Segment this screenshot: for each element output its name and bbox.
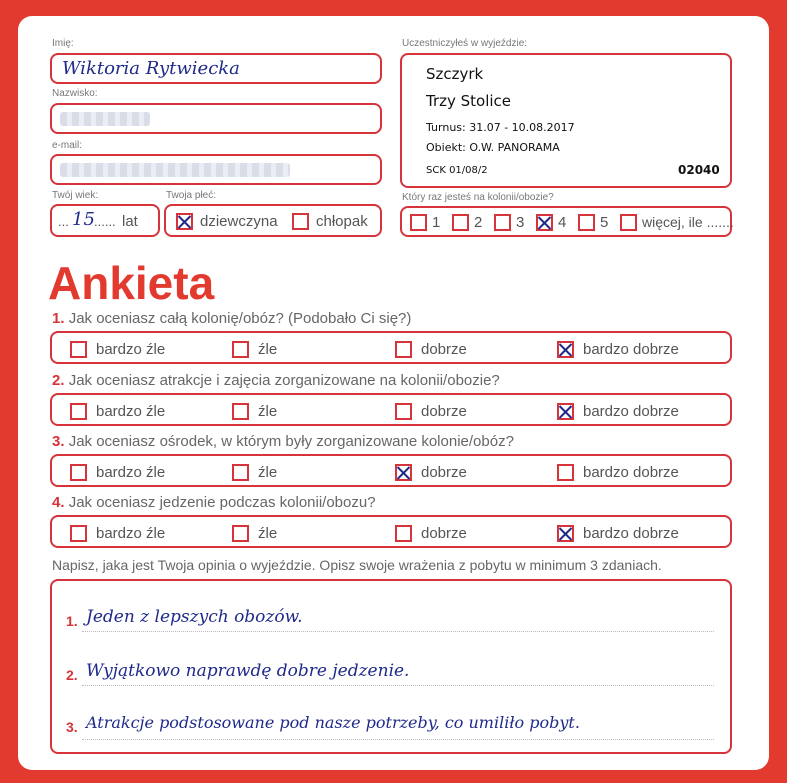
q4-option-very-bad: bardzo źle <box>96 525 166 542</box>
q3-option-very-good: bardzo dobrze <box>583 464 679 481</box>
age-unit: lat <box>122 213 138 230</box>
times-checkbox-2[interactable] <box>452 214 469 231</box>
opinion-prompt: Napisz, jaka jest Twoja opinia o wyjeździe. Opisz swoje wrażenia z pobytu w minimum 3 zdaniach. <box>52 557 662 573</box>
gender-checkbox-boy[interactable] <box>292 213 309 230</box>
q2-option-good: dobrze <box>421 403 467 420</box>
writing-line <box>82 631 714 632</box>
age-label: Twój wiek: <box>52 190 99 201</box>
q4-option-good: dobrze <box>421 525 467 542</box>
question-1: 1. Jak oceniasz całą kolonię/obóz? (Podobało Ci się?) <box>52 310 412 327</box>
stamp-number: 02040 <box>678 163 720 177</box>
q4-option-very-good: bardzo dobrze <box>583 525 679 542</box>
surname-label: Nazwisko: <box>52 88 98 99</box>
q4-checkbox-bad[interactable] <box>232 525 249 542</box>
q2-option-very-bad: bardzo źle <box>96 403 166 420</box>
opinion-box[interactable] <box>50 579 732 754</box>
times-option-5: 5 <box>600 214 609 231</box>
stamp-line2: Trzy Stolice <box>426 92 512 110</box>
writing-line <box>82 739 714 740</box>
question-4: 4. Jak oceniasz jedzenie podczas kolonii/obozu? <box>52 494 376 511</box>
q2-option-bad: źle <box>258 403 278 420</box>
answer-row-4 <box>50 515 732 548</box>
times-checkbox-5[interactable] <box>578 214 595 231</box>
q4-checkbox-good[interactable] <box>395 525 412 542</box>
redacted-email <box>60 163 290 177</box>
gender-label: Twoja płeć: <box>166 190 217 201</box>
times-checkbox-3[interactable] <box>494 214 511 231</box>
surname-field[interactable] <box>50 103 382 134</box>
times-option-1: 1 <box>432 214 441 231</box>
opinion-num-2: 2. <box>66 667 78 683</box>
opinion-text-3: Atrakcje podstosowane pod nasze potrzeby, co umiliło pobyt. <box>86 713 580 732</box>
q4-option-bad: źle <box>258 525 278 542</box>
times-checkbox-more[interactable] <box>620 214 637 231</box>
age-dots-after: ...... <box>94 214 116 229</box>
q2-checkbox-good[interactable] <box>395 403 412 420</box>
times-checkbox-4[interactable] <box>536 214 553 231</box>
email-label: e-mail: <box>52 140 83 151</box>
q2-checkbox-bad[interactable] <box>232 403 249 420</box>
stamp-code: SCK 01/08/2 <box>426 165 488 176</box>
trip-stamp-box <box>400 53 732 188</box>
answer-row-3 <box>50 454 732 487</box>
q1-checkbox-very-good[interactable] <box>557 341 574 358</box>
question-3: 3. Jak oceniasz ośrodek, w którym były zorganizowane kolonie/obóz? <box>52 433 514 450</box>
q1-option-very-bad: bardzo źle <box>96 341 166 358</box>
q2-checkbox-very-good[interactable] <box>557 403 574 420</box>
writing-line <box>82 685 714 686</box>
q4-checkbox-very-good[interactable] <box>557 525 574 542</box>
q3-option-bad: źle <box>258 464 278 481</box>
q3-checkbox-very-bad[interactable] <box>70 464 87 481</box>
q1-checkbox-good[interactable] <box>395 341 412 358</box>
opinion-text-1: Jeden z lepszych obozów. <box>86 607 303 627</box>
survey-sheet <box>18 16 769 770</box>
q2-checkbox-very-bad[interactable] <box>70 403 87 420</box>
stamp-obiekt: Obiekt: O.W. PANORAMA <box>426 141 560 154</box>
redacted-surname <box>60 112 150 126</box>
times-option-more: więcej, ile ....... <box>642 214 734 230</box>
name-label: Imię: <box>52 38 74 49</box>
gender-checkbox-girl[interactable] <box>176 213 193 230</box>
opinion-num-1: 1. <box>66 613 78 629</box>
q2-option-very-good: bardzo dobrze <box>583 403 679 420</box>
question-2: 2. Jak oceniasz atrakcje i zajęcia zorganizowane na kolonii/obozie? <box>52 372 500 389</box>
q4-checkbox-very-bad[interactable] <box>70 525 87 542</box>
q1-checkbox-bad[interactable] <box>232 341 249 358</box>
age-dots: ... <box>58 214 69 229</box>
gender-field <box>164 204 382 237</box>
q1-checkbox-very-bad[interactable] <box>70 341 87 358</box>
gender-option-boy: chłopak <box>316 213 368 230</box>
times-option-2: 2 <box>474 214 483 231</box>
times-label: Który raz jesteś na kolonii/obozie? <box>402 192 554 203</box>
q3-option-good: dobrze <box>421 464 467 481</box>
trip-label: Uczestniczyłeś w wyjeździe: <box>402 38 528 49</box>
q3-checkbox-very-good[interactable] <box>557 464 574 481</box>
times-option-3: 3 <box>516 214 525 231</box>
q3-checkbox-good[interactable] <box>395 464 412 481</box>
opinion-text-2: Wyjątkowo naprawdę dobre jedzenie. <box>86 661 410 681</box>
answer-row-2 <box>50 393 732 426</box>
times-checkbox-1[interactable] <box>410 214 427 231</box>
survey-title: Ankieta <box>48 257 215 309</box>
stamp-turnus: Turnus: 31.07 - 10.08.2017 <box>426 121 575 134</box>
q1-option-very-good: bardzo dobrze <box>583 341 679 358</box>
answer-row-1 <box>50 331 732 364</box>
q3-option-very-bad: bardzo źle <box>96 464 166 481</box>
age-field[interactable] <box>50 204 160 237</box>
name-value: Wiktoria Rytwiecka <box>62 58 240 79</box>
times-field <box>400 206 732 237</box>
opinion-num-3: 3. <box>66 719 78 735</box>
q1-option-good: dobrze <box>421 341 467 358</box>
q1-option-bad: źle <box>258 341 278 358</box>
age-value: 15 <box>72 209 95 230</box>
name-field[interactable] <box>50 53 382 84</box>
q3-checkbox-bad[interactable] <box>232 464 249 481</box>
times-option-4: 4 <box>558 214 567 231</box>
email-field[interactable] <box>50 154 382 185</box>
stamp-line1: Szczyrk <box>426 65 484 83</box>
gender-option-girl: dziewczyna <box>200 213 278 230</box>
